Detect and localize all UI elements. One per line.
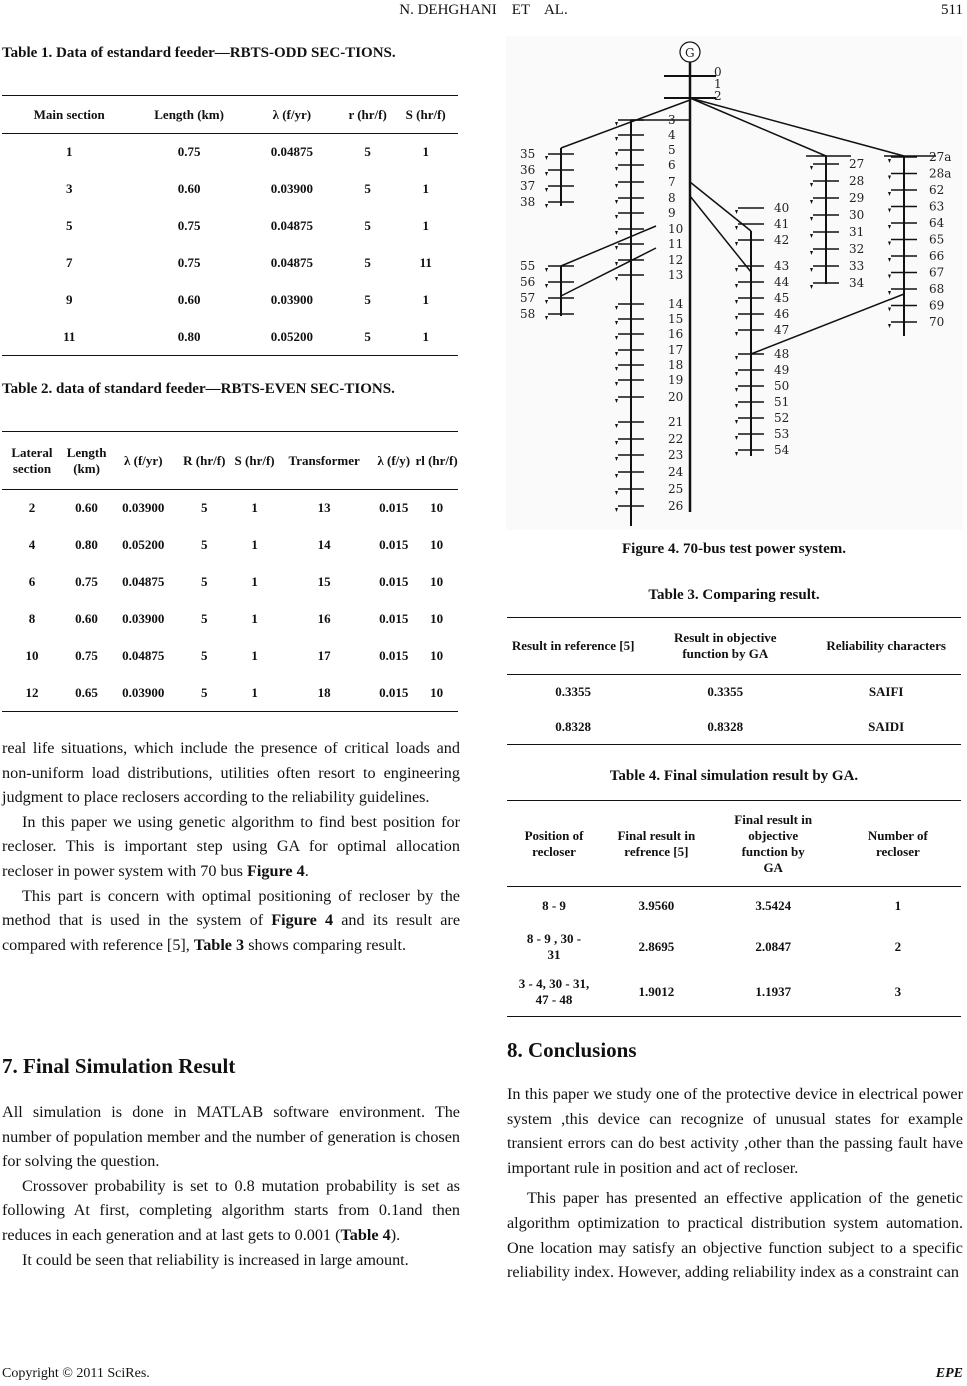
bus-label: 3 <box>668 113 676 127</box>
section-heading: 8. Conclusions <box>507 1038 637 1062</box>
bus-label: 68 <box>929 282 945 296</box>
paragraph: In this paper we using genetic algorithm to find best position for recloser. This is important step using GA for optimal allocation recloser in power system with 70 bus Figure 4. <box>2 812 460 880</box>
bus-label: 54 <box>774 443 790 457</box>
table2-header: λ (f/yr) <box>124 452 163 468</box>
bus-label: 62 <box>929 183 945 197</box>
table1 <box>2 95 458 356</box>
bus-label: 23 <box>668 448 684 462</box>
table2-body <box>2 490 458 712</box>
table-reference[interactable]: Table 4 <box>340 1225 391 1244</box>
bus-label: 11 <box>668 237 684 251</box>
table-row: 11 0.80 0.05200 5 1 <box>2 319 458 356</box>
bus-label: 13 <box>668 268 684 282</box>
table3-header: Reliability characters <box>826 638 946 653</box>
bus-label: 8 <box>668 191 676 205</box>
bus-label: 35 <box>520 147 536 161</box>
table-row: 9 0.60 0.03900 5 1 <box>65 292 429 307</box>
bus-label: 9 <box>668 206 676 220</box>
paragraph: In this paper we study one of the protective device in electrical power system ,this device can recognize of unusual states for example transient errors can do best activity ,other than the passing fault have important rule in position and act of recloser. <box>507 1085 963 1177</box>
table4-body <box>507 887 961 1017</box>
table3-caption: Table 3. Comparing result. <box>648 587 820 603</box>
footer-copyright: Copyright © 2011 SciRes. <box>2 1366 150 1381</box>
table2-header: rl (hr/f) <box>415 452 458 468</box>
bus-label: 15 <box>668 312 684 326</box>
table-row: 0.3355 0.3355 SAIFI <box>507 675 961 710</box>
figure4-diagram <box>506 36 962 530</box>
table2-header: λ (f/y) <box>377 452 411 468</box>
table-row: 6 0.75 0.04875 5 1 15 0.015 10 <box>28 574 444 589</box>
bus-label: 38 <box>520 195 536 209</box>
bus-label: 30 <box>849 208 865 222</box>
table4-header: Position of recloser <box>524 827 584 859</box>
table-row: 0.8328 0.8328 SAIDI <box>507 710 961 745</box>
table-row: 8 0.60 0.03900 5 1 16 0.015 10 <box>28 611 444 626</box>
bus-label: 19 <box>668 373 684 387</box>
paragraph: It could be seen that reliability is increased in large amount. <box>22 1250 409 1269</box>
figure4-caption: Figure 4. 70-bus test power system. <box>621 541 846 557</box>
bus-label: 27 <box>849 157 865 171</box>
bus-label: 27a <box>929 150 952 164</box>
bus-label: 21 <box>668 415 684 429</box>
bus-label: 41 <box>774 217 790 231</box>
table1-header: λ (f/yr) <box>272 106 312 122</box>
bus-label: 46 <box>774 307 790 321</box>
bus-label: 63 <box>929 199 945 214</box>
table4-header: Final result in objective function by GA <box>734 811 813 875</box>
bus-label: 44 <box>774 275 790 289</box>
bus-label: 32 <box>849 242 865 256</box>
bus-label: 34 <box>849 276 865 290</box>
bus-label: 65 <box>929 232 945 247</box>
table-row: 1 0.75 0.04875 5 1 <box>2 134 458 171</box>
table2-header: Lateral section <box>11 444 53 476</box>
running-header <box>0 2 967 22</box>
table3-header: Result in reference [5] <box>511 638 635 653</box>
figure-reference[interactable]: Figure 4 <box>271 911 334 930</box>
bus-label: 47 <box>774 323 790 337</box>
bus-label: 18 <box>668 358 684 372</box>
bus-label: 16 <box>668 327 684 341</box>
table2 <box>2 431 458 712</box>
bus-label: 14 <box>668 297 684 311</box>
bus-label: 12 <box>668 253 684 267</box>
bus-label: 64 <box>929 216 945 230</box>
bus-label: 28a <box>929 166 952 181</box>
table4-header: Final result in refrence [5] <box>617 827 696 859</box>
bus-label: 50 <box>774 379 790 393</box>
left-column-text-2 <box>2 1100 460 1272</box>
bus-label: 25 <box>668 482 684 496</box>
table1-caption: Table 1. Data of estandard feeder—RBTS-ODD SEC-TIONS. <box>2 45 396 61</box>
paragraph: This part is concern with optimal positioning of recloser by the method that is used in the system of Figure 4 and its result are compared with reference [5], Table 3 shows comparing result. <box>2 886 460 954</box>
bus-label: 45 <box>774 291 790 305</box>
bus-label: 33 <box>849 259 865 273</box>
bus-label: 43 <box>774 259 790 273</box>
footer-journal: EPE <box>935 1366 963 1381</box>
bus-label: 55 <box>520 259 536 273</box>
paragraph: real life situations, which include the presence of critical loads and non-uniform load distributions, utilities often resort to engineering judgment to place reclosers according to the reliability guidelines. <box>2 739 460 807</box>
paragraph: All simulation is done in MATLAB software environment. The number of population member and the number of generation is chosen for solving the question. <box>2 1103 460 1171</box>
bus-label: 67 <box>929 265 945 280</box>
table-row: 7 0.75 0.04875 5 11 <box>65 255 432 270</box>
table4 <box>507 800 961 1017</box>
figure-reference[interactable]: Figure 4 <box>247 861 305 880</box>
bus-label: 57 <box>520 291 536 305</box>
bus-label: 5 <box>668 143 676 157</box>
table4-header: Number of recloser <box>867 827 928 859</box>
table-reference[interactable]: Table 3 <box>193 935 245 954</box>
bus-label: 53 <box>774 427 790 441</box>
table3-body <box>507 675 961 745</box>
running-title: N. DEHGHANI ET AL. <box>399 2 568 18</box>
table1-header: Main section <box>33 106 105 122</box>
bus-label: 36 <box>520 163 536 177</box>
bus-label: 28 <box>849 174 865 188</box>
bus-label: 56 <box>520 275 536 289</box>
table-row: 8 - 9 3.9560 3.5424 1 <box>507 887 961 925</box>
table2-header: Transformer <box>288 452 360 468</box>
table1-header: Length (km) <box>154 106 224 122</box>
bus-label: 10 <box>668 222 684 236</box>
table1-header: S (hr/f) <box>405 106 446 122</box>
bus-label: 1 <box>714 77 722 91</box>
paragraph: Crossover probability is set to 0.8 mutation probability is set as following At first, completing algorithm starts from 0.1and then reduces in each generation and at last gets to 0.001 (Table 4). <box>2 1176 460 1244</box>
table-row: 5 0.75 0.04875 5 1 <box>65 218 429 233</box>
table2-header: Length (km) <box>66 444 107 476</box>
bus-label: 26 <box>668 499 684 513</box>
left-column-text <box>2 736 460 957</box>
bus-label: 69 <box>929 298 945 313</box>
bus-label: 37 <box>520 179 536 193</box>
table2-header: R (hr/f) <box>183 452 226 468</box>
bus-label: 17 <box>668 343 684 357</box>
table1-header: r (hr/f) <box>348 106 387 122</box>
bus-label: 22 <box>668 432 684 446</box>
bus-label: 31 <box>849 225 865 239</box>
page-number: 511 <box>941 2 963 18</box>
bus-label: 40 <box>774 201 790 215</box>
bus-label: 24 <box>668 465 684 479</box>
bus-label: 2 <box>714 89 722 103</box>
table-row: 3 - 4, 30 - 31, 47 - 48 1.9012 1.1937 3 <box>507 969 961 1017</box>
table3 <box>507 617 961 745</box>
table-row: 3 0.60 0.03900 5 1 <box>65 181 429 196</box>
bus-label: 7 <box>668 175 676 189</box>
bus-label: 66 <box>929 249 945 263</box>
bus-label: 0 <box>714 65 722 79</box>
table1-body <box>2 134 458 356</box>
bus-label: 70 <box>929 315 945 329</box>
table3-header: Result in objective function by GA <box>674 630 777 661</box>
section-heading: 7. Final Simulation Result <box>2 1054 236 1078</box>
bus-label: 48 <box>774 347 790 361</box>
bus-label: 20 <box>668 390 684 404</box>
table-row: 8 - 9 , 30 - 31 2.8695 2.0847 2 <box>526 930 902 962</box>
table-row: 12 0.65 0.03900 5 1 18 0.015 10 <box>2 675 458 712</box>
bus-label: 58 <box>520 307 536 321</box>
bus-label: 42 <box>774 233 790 247</box>
table-row: 4 0.80 0.05200 5 1 14 0.015 10 <box>28 537 444 552</box>
bus-label: 29 <box>849 191 865 205</box>
bus-label: 4 <box>668 128 676 142</box>
table4-caption: Table 4. Final simulation result by GA. <box>609 768 859 784</box>
table2-caption: Table 2. data of standard feeder—RBTS-EVEN SEC-TIONS. <box>2 381 395 397</box>
bus-label: 52 <box>774 411 790 425</box>
bus-label: 6 <box>668 158 676 172</box>
paragraph: This paper has presented an effective application of the genetic algorithm optimization to practical distribution system automation. One location may satisfy an objective function subject to a specific reliability index. However, adding reliability index as a constraint can <box>507 1189 963 1282</box>
bus-label: 49 <box>774 363 790 377</box>
table-row: 10 0.75 0.04875 5 1 17 0.015 10 <box>25 648 444 663</box>
right-column-text <box>507 1082 963 1285</box>
table-row: 2 0.60 0.03900 5 1 13 0.015 10 <box>2 490 458 527</box>
table2-header: S (hr/f) <box>234 452 275 468</box>
generator-label: G <box>685 46 695 60</box>
bus-label: 51 <box>774 395 790 409</box>
